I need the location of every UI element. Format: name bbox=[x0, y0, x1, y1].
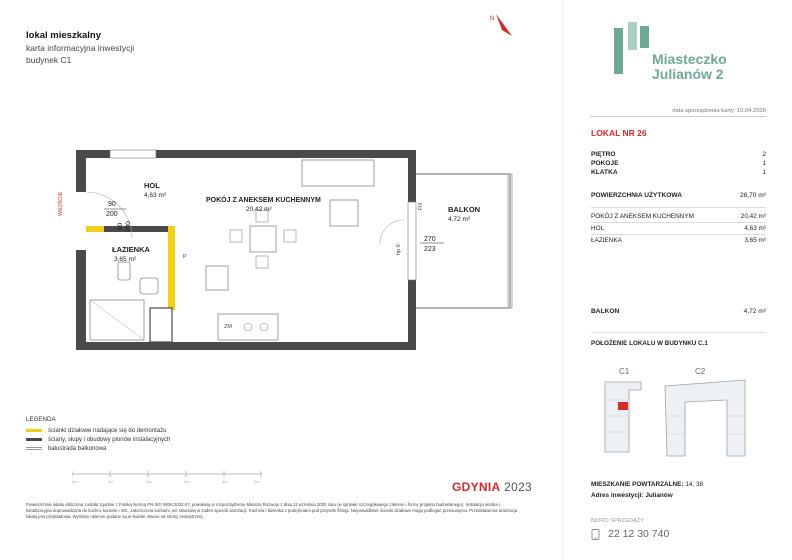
repeated-apartments bbox=[591, 481, 703, 488]
rooms-row bbox=[591, 160, 766, 167]
removable-wall-short bbox=[86, 226, 104, 232]
legend-label: balustrada balkonowa bbox=[48, 445, 107, 452]
staircase-value: 1 bbox=[762, 169, 766, 176]
location-title: POŁOŻENIE LOKALU W BUDYNKU C.1 bbox=[591, 340, 708, 347]
dining-table bbox=[250, 226, 276, 252]
brand-name-line2: Julianów 2 bbox=[652, 66, 724, 82]
room-row bbox=[591, 225, 766, 232]
scale-tick: 5m bbox=[254, 479, 260, 484]
brand-name-line1: Miasteczko bbox=[652, 51, 727, 67]
outer-wall-left bbox=[76, 150, 86, 192]
panel-divider bbox=[562, 0, 563, 560]
sales-office-label: BIURO SPRZEDAŻY bbox=[591, 518, 644, 524]
outer-wall-bottom bbox=[76, 342, 416, 350]
scale-tick: 4m bbox=[222, 479, 228, 484]
p-label: P bbox=[183, 254, 187, 260]
room-row bbox=[591, 213, 766, 220]
floor-plan bbox=[40, 130, 540, 370]
lazienka-name: ŁAZIENKA bbox=[112, 245, 150, 254]
zm-label: ZM bbox=[224, 324, 232, 330]
balcony-label: BALKON bbox=[591, 308, 620, 315]
hol-name: HOL bbox=[144, 181, 160, 190]
room-name: POKÓJ Z ANEKSEM KUCHENNYM bbox=[591, 213, 694, 220]
apartment-location-marker bbox=[618, 402, 628, 410]
building-c1-label: C1 bbox=[619, 367, 630, 376]
legend-swatch-railing bbox=[26, 447, 42, 450]
scale-tick: 3m bbox=[184, 479, 190, 484]
balcony-row bbox=[591, 308, 766, 315]
repeated-value: 14, 38 bbox=[685, 481, 704, 488]
staircase-row bbox=[591, 169, 766, 176]
legend-swatch-removable bbox=[26, 429, 42, 432]
room-name: HOL bbox=[591, 225, 605, 232]
sales-phone bbox=[591, 528, 669, 540]
door1-height: 200 bbox=[106, 211, 118, 218]
usable-area-value: 28,70 m² bbox=[739, 192, 766, 199]
north-arrow-icon bbox=[488, 10, 518, 40]
window-top bbox=[110, 150, 156, 158]
lokal-number: LOKAL NR 26 bbox=[591, 128, 647, 138]
divider bbox=[591, 234, 766, 235]
chair bbox=[230, 230, 242, 242]
room-area: 20,42 m² bbox=[740, 213, 766, 220]
usable-area-row bbox=[591, 192, 766, 199]
removable-wall bbox=[168, 226, 175, 310]
floor-label: PIĘTRO bbox=[591, 151, 616, 158]
pokoj-area: 20,42 m² bbox=[246, 206, 272, 213]
hol-area: 4,63 m² bbox=[144, 192, 167, 199]
outer-wall-right-top bbox=[408, 150, 416, 202]
lazienka-area: 3,65 m² bbox=[114, 256, 137, 263]
chair bbox=[284, 230, 296, 242]
door1-width: 90 bbox=[108, 201, 116, 208]
document-header bbox=[26, 30, 134, 65]
fix-label: FIX bbox=[418, 202, 424, 210]
rooms-value: 1 bbox=[762, 160, 766, 167]
staircase-label: KLATKA bbox=[591, 169, 618, 176]
building-label: budynek C1 bbox=[26, 55, 72, 65]
fridge bbox=[206, 266, 228, 290]
entrance-label: WEJŚCIE bbox=[58, 191, 64, 216]
footnote: Powierzchnia lokalu obliczona została zgodnie z Polską Normą PN-ISO 9836:2022-07, powołaną w rozporządzeniu Ministra Rozwoju z dnia 11 września 2020 roku (w sprawie szczegółowego zakresu i formy projektu budowlanego). Instalacja wodna i kanalizacyjna doprowadzona do kuchni, łazienki i WC, zakończona korkami, nie stanowią w żaden sposób aranżacji. Kuchnia i łazienka z podejściami pod przyszłe fittingi. Nieprawidłowe ścianki działowe mogą podlegać przesunięciu. Przedstawiona aranżacja lokalu jest przykładowa. Wymiary okienne podane są w świetle otworu od strony zewnętrznej. bbox=[26, 502, 518, 519]
room-name: ŁAZIENKA bbox=[591, 237, 622, 244]
outer-wall-right-bottom bbox=[408, 280, 416, 350]
outer-wall-left-lower bbox=[76, 250, 86, 350]
coffee-table bbox=[330, 200, 358, 226]
document-subtitle: karta informacyjna inwestycji bbox=[26, 43, 135, 53]
brand-logo bbox=[612, 22, 762, 82]
brand-mark-icon bbox=[612, 22, 652, 80]
investment-address: Adres inwestycji: Julianów bbox=[591, 492, 673, 499]
shaft bbox=[150, 308, 172, 342]
divider bbox=[591, 207, 766, 208]
window-width: 270 bbox=[424, 236, 436, 243]
door2-height: 200 bbox=[125, 221, 132, 232]
divider bbox=[591, 222, 766, 223]
usable-area-label: POWIERZCHNIA UŻYTKOWA bbox=[591, 192, 682, 199]
chair bbox=[256, 256, 268, 268]
legend-item bbox=[26, 435, 170, 444]
legend-label: ściany, słupy i obudowy pionów instalacyjnych bbox=[48, 436, 171, 443]
legend-item bbox=[26, 444, 170, 453]
balcony-value: 4,72 m² bbox=[743, 308, 766, 315]
brand-name bbox=[652, 52, 727, 82]
pokoj-name: POKÓJ Z ANEKSEM KUCHENNYM bbox=[206, 197, 321, 204]
north-label: N bbox=[490, 16, 495, 22]
legend-item bbox=[26, 426, 170, 435]
door-swing bbox=[380, 220, 404, 244]
phone-number[interactable]: 22 12 30 740 bbox=[608, 528, 670, 540]
city-year: 2023 bbox=[504, 480, 533, 494]
repeated-label: MIESZKANIE POWTARZALNE: bbox=[591, 481, 684, 488]
toilet bbox=[140, 278, 158, 294]
legend-swatch-walls bbox=[26, 438, 42, 441]
washbasin bbox=[118, 262, 130, 280]
phone-icon bbox=[591, 529, 600, 540]
city-label bbox=[452, 480, 532, 494]
scale-tick: 2m bbox=[146, 479, 152, 484]
city-name: GDYNIA bbox=[452, 480, 501, 494]
building-c2-label: C2 bbox=[695, 367, 706, 376]
window-right bbox=[408, 202, 416, 280]
divider bbox=[591, 332, 766, 333]
legend-label: ścianki działowe nadające się do demontażu bbox=[48, 427, 167, 434]
card-date: data sporządzenia karty: 10.04.2026 bbox=[672, 108, 766, 114]
legend bbox=[26, 416, 170, 453]
divider bbox=[590, 116, 766, 117]
scale-bar bbox=[72, 470, 262, 484]
hp-label: hp 0 bbox=[396, 244, 402, 255]
legend-title: LEGENDA bbox=[26, 416, 56, 423]
balkon-area: 4,72 m² bbox=[448, 216, 471, 223]
scale-tick: 0m bbox=[72, 479, 78, 484]
floor-value: 2 bbox=[762, 151, 766, 158]
sofa bbox=[302, 160, 374, 186]
scale-tick: 1m bbox=[108, 479, 114, 484]
room-area: 4,63 m² bbox=[744, 225, 766, 232]
document-title: lokal mieszkalny bbox=[26, 30, 101, 41]
balkon-name: BALKON bbox=[448, 205, 481, 214]
room-row bbox=[591, 237, 766, 244]
door2-width: 80 bbox=[117, 222, 124, 230]
window-height: 223 bbox=[424, 246, 436, 253]
rooms-label: POKOJE bbox=[591, 160, 619, 167]
building-location-map bbox=[595, 360, 765, 464]
room-area: 3,65 m² bbox=[744, 237, 766, 244]
floor-row bbox=[591, 151, 766, 158]
